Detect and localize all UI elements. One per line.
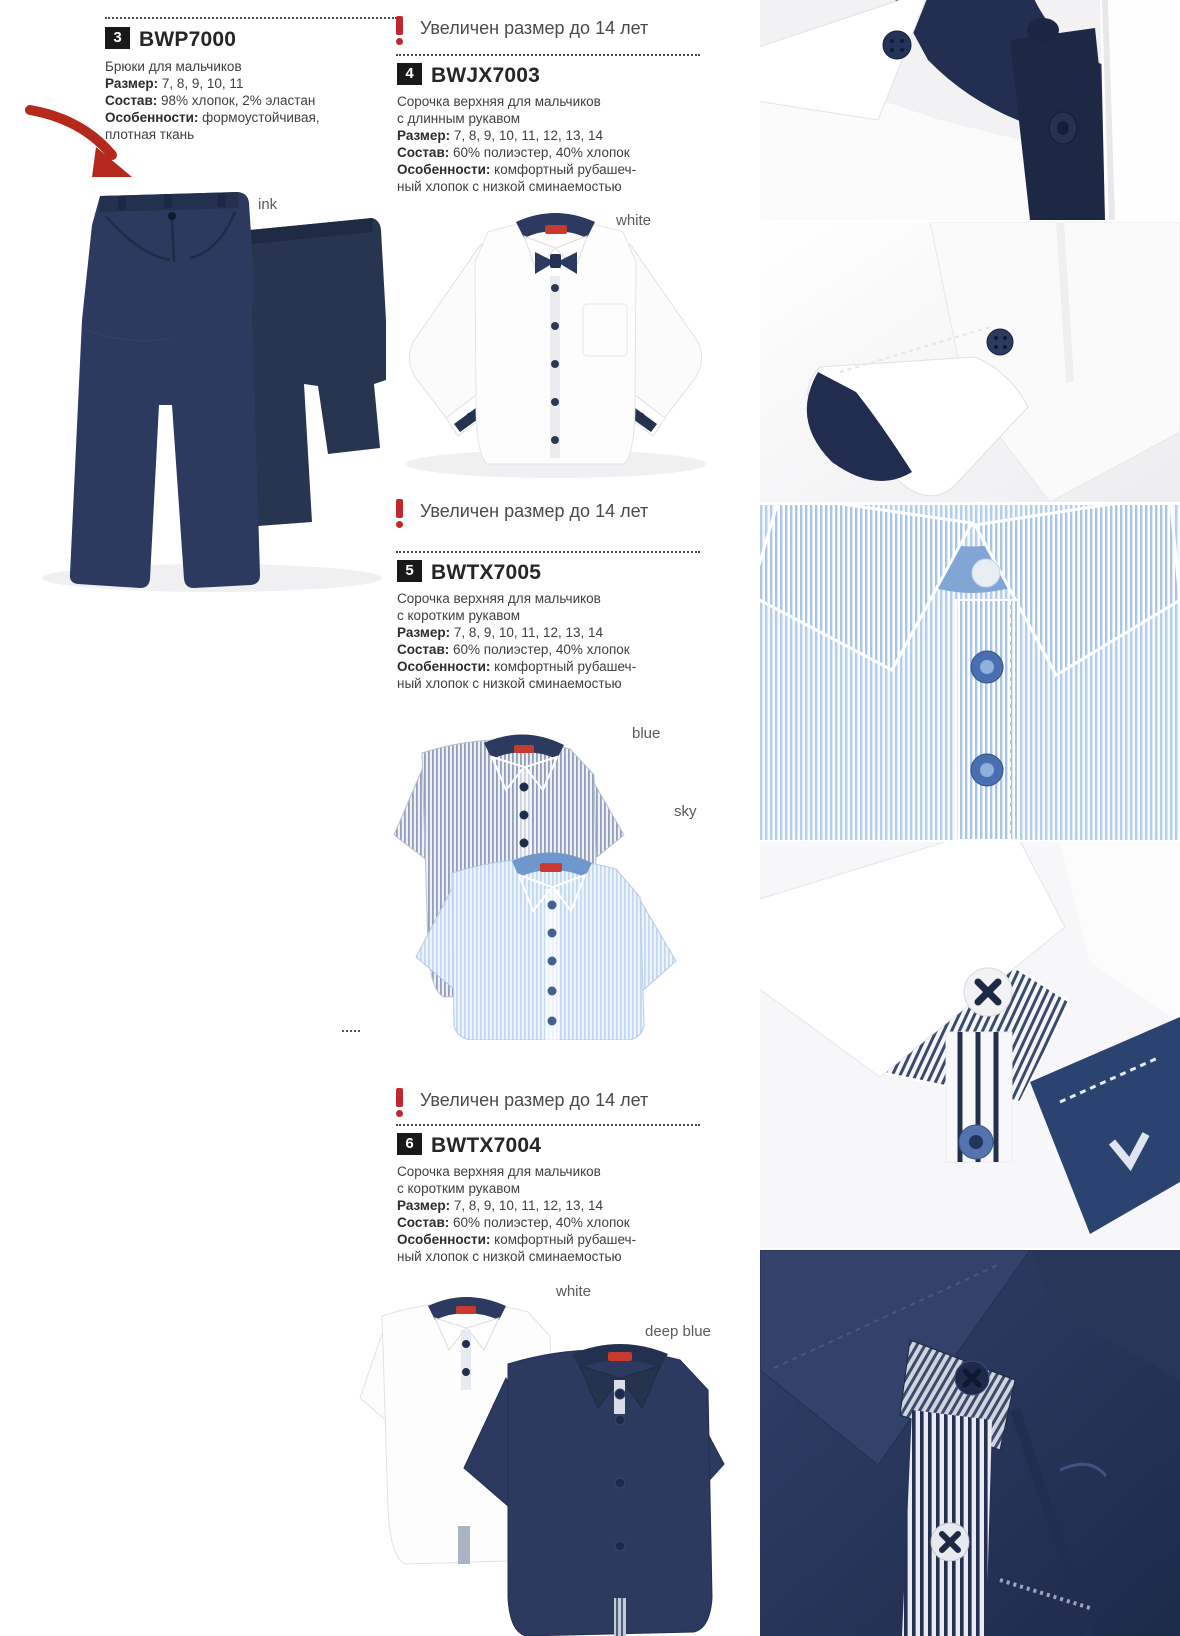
product3-color-label: ink [258,196,278,213]
product5-color-label-2: sky [674,803,697,820]
product5-banner-text: Увеличен размер до 14 лет [420,501,649,521]
cuff-button [987,329,1013,355]
product4-number-badge: 4 [397,63,422,85]
product6-banner-text: Увеличен размер до 14 лет [420,1090,649,1110]
product4-code: BWJX7003 [431,64,540,87]
divider-dotted-p5 [396,551,700,553]
product5-number-badge: 5 [397,560,422,582]
product5-description: Сорочка верхняя для мальчиков с коротким рукавом Размер: 7, 8, 9, 10, 11, 12, 13, 14 Состав: 60% полиэстер, 40% хлопок Особенности: комфортный рубашеч- ный хлопок с низкой сминаемостью [397,590,697,692]
product3-description: Брюки для мальчиков Размер: 7, 8, 9, 10, 11 Состав: 98% хлопок, 2% эластан Особенности: формоустойчивая, плотная ткань [105,58,395,143]
divider-dotted-p4 [396,54,700,56]
trousers-back-pair [246,218,386,526]
product4-header [397,63,540,88]
collar-button [883,31,911,59]
detail-photo-cuff [760,222,1180,502]
trousers-front-pair [70,192,260,588]
product5-code: BWTX7005 [431,561,542,584]
product5-banner [396,499,648,528]
product3-photo-trousers [22,170,387,598]
product6-number-badge: 6 [397,1133,422,1155]
detail-photo-navy-collar-placket [760,1250,1180,1636]
shirt-sky [416,852,676,1040]
alert-exclamation-icon [396,16,412,45]
divider-dotted-p6 [396,1124,700,1126]
dotted-mark [342,1030,360,1032]
divider-dotted-top-left [105,17,397,19]
product4-photo-white-shirt [388,192,723,484]
product6-name: Сорочка верхняя для мальчиков [397,1164,601,1179]
product6-description: Сорочка верхняя для мальчиков с коротким рукавом Размер: 7, 8, 9, 10, 11, 12, 13, 14 Состав: 60% полиэстер, 40% хлопок Особенности: комфортный рубашеч- ный хлопок с низкой сминаемостью [397,1163,697,1265]
product5-color-label-1: blue [632,725,661,742]
alert-exclamation-icon [396,1088,412,1117]
neck-button [972,559,1000,587]
detail-photo-double-collar [760,0,1180,220]
product3-header [105,27,236,52]
product4-color-label: white [616,212,652,229]
detail-photo-striped-collar [760,505,1180,840]
product4-description: Сорочка верхняя для мальчиков с длинным рукавом Размер: 7, 8, 9, 10, 11, 12, 13, 14 Состав: 60% полиэстер, 40% хлопок Особенности: комфортный рубашеч- ный хлопок с низкой сминаемостью [397,93,697,195]
bow-tie [550,254,561,268]
product6-color-label-1: white [556,1283,592,1300]
trouser-button [168,212,176,220]
product6-header [397,1133,541,1158]
product5-photo-shirts [388,695,713,1040]
product5-name: Сорочка верхняя для мальчиков [397,591,601,606]
shirt-deep-blue [464,1344,724,1636]
product6-code: BWTX7004 [431,1134,542,1157]
detail-photo-white-collar-placket [760,842,1180,1248]
product4-banner-text: Увеличен размер до 14 лет [420,18,649,38]
product3-name: Брюки для мальчиков [105,59,242,74]
brand-label [545,225,567,234]
product6-color-label-2: deep blue [645,1323,711,1340]
product5-header [397,560,541,585]
product6-banner [396,1088,648,1117]
product4-banner [396,16,648,45]
product3-number-badge: 3 [105,27,130,49]
product4-name: Сорочка верхняя для мальчиков [397,94,601,109]
alert-exclamation-icon [396,499,412,528]
product3-code: BWP7000 [139,28,237,51]
